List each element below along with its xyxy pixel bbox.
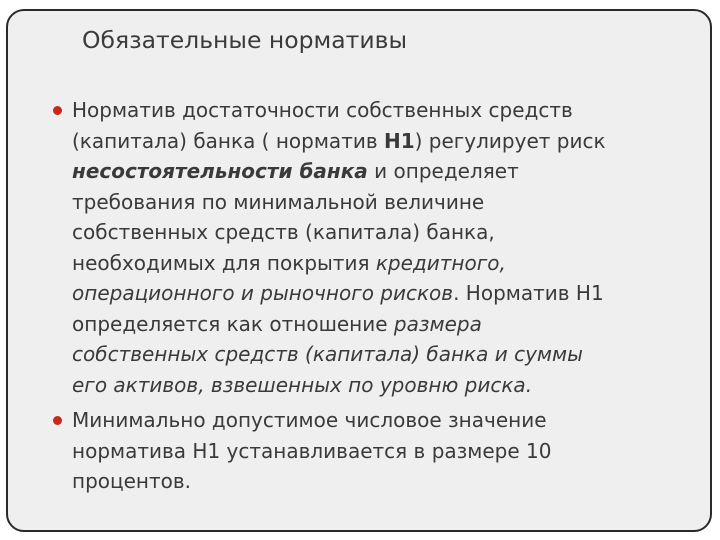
bullet-text-line [72,156,704,187]
text-run: ) регулирует риск [414,128,606,153]
text-run: (капитала) банка ( норматив [72,128,384,153]
bullet-text-line [72,187,704,218]
bullet-text-line [72,217,704,248]
text-run: собственных средств (капитала) банка и суммы [72,342,583,366]
bullet-item [72,95,704,400]
text-run: . Норматив Н1 [453,281,604,305]
bullet-text-line [72,405,704,436]
text-run: Н1 [383,128,415,153]
bullet-item [72,405,704,497]
bullet-text-line [72,126,704,157]
text-run: норматива Н1 устанавливается в размере 10 [72,438,552,463]
bullet-text-line [72,436,704,467]
text-run: процентов. [72,469,192,493]
bullet-text-line [72,466,704,497]
text-run: необходимых для покрытия [72,250,376,275]
bullet-text-line [72,278,704,309]
bullet-text-line [72,339,704,370]
text-run: кредитного, [375,250,506,275]
bullet-text-line [72,309,704,340]
bullet-text-line [72,95,704,126]
text-run: размера [393,311,482,336]
bullet-text-line [72,370,704,401]
bullet-dot-icon [53,106,62,115]
text-run: Норматив достаточности собственных средств [72,98,573,122]
text-run: требования по минимальной величине [72,189,485,214]
text-run: Минимально допустимое числовое значение [72,408,547,432]
text-run: несостоятельности банка [72,159,368,183]
slide-title: Обязательные нормативы [82,26,408,54]
bullet-dot-icon [53,416,62,425]
text-run: его активов, взвешенных по уровню риска. [72,372,533,397]
bullet-list [72,95,704,502]
text-run: собственных средств (капитала) банка, [72,220,495,244]
bullet-text-line [72,248,704,279]
text-run: операционного и рыночного рисков [72,281,454,305]
text-run: определяется как отношение [72,311,394,336]
text-run: и определяет [367,159,519,183]
